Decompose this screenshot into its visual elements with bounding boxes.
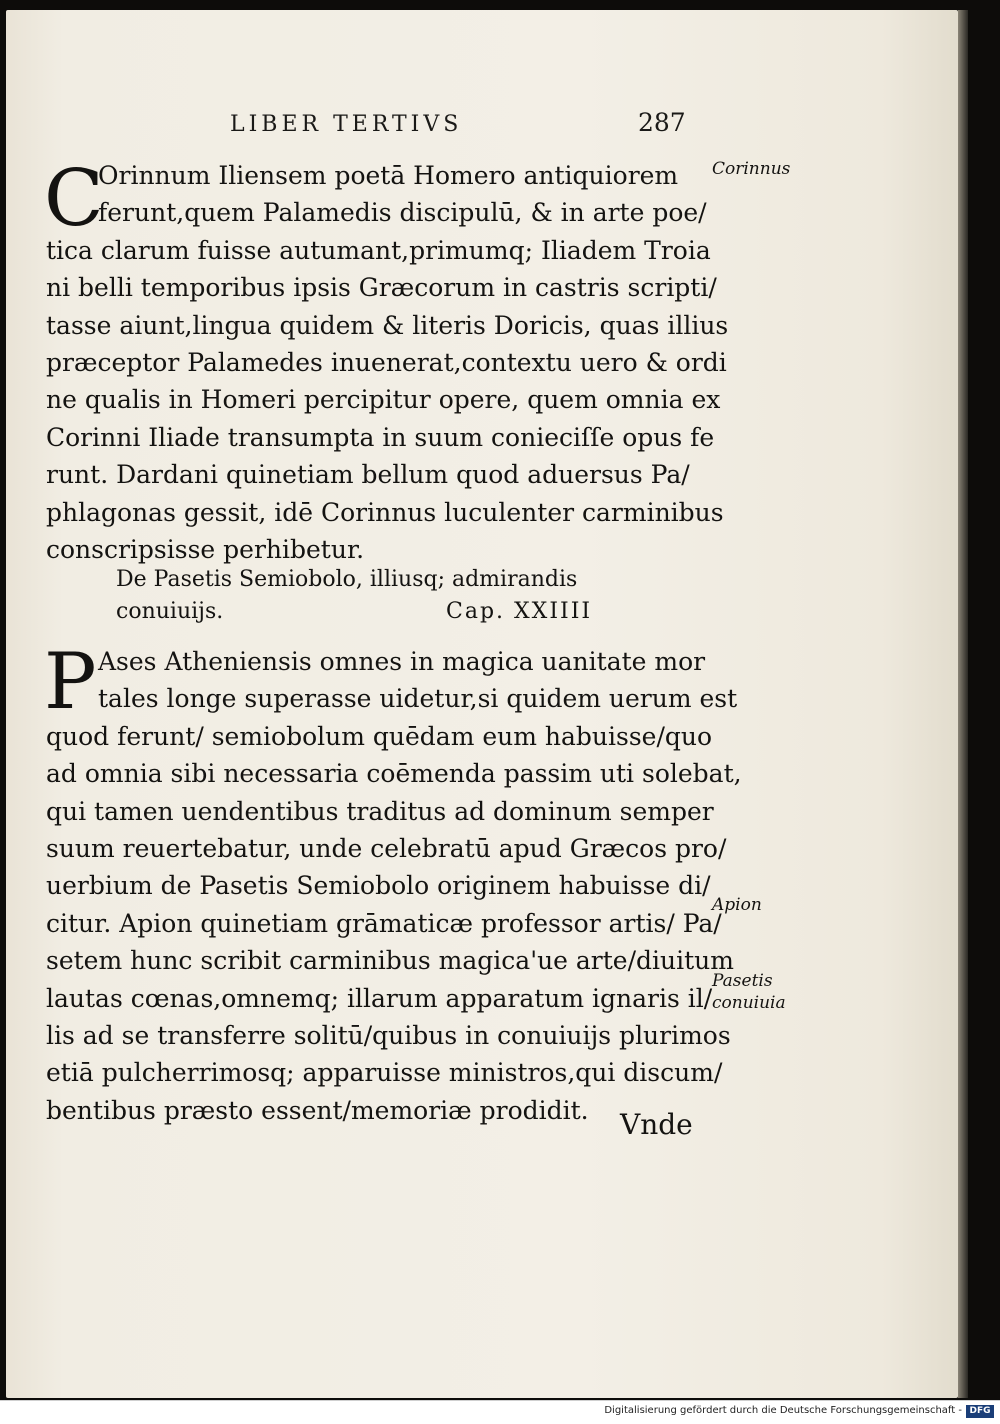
text-line: tica clarum fuisse autumant,primumq; Iliadem Troia bbox=[46, 235, 711, 265]
text-line: Orinnum Iliensem poetā Homero antiquiorem bbox=[98, 161, 679, 190]
dfg-logo: DFG bbox=[966, 1405, 994, 1418]
text-line: lis ad se transferre solitū/quibus in conuiuijs plurimos bbox=[46, 1020, 731, 1050]
marginal-note-pasetis bbox=[712, 970, 786, 1014]
text-line: tales longe superasse uidetur,si quidem uerum est bbox=[98, 684, 738, 714]
text-line: conscripsisse perhibetur. bbox=[46, 534, 365, 564]
text-line: Corinni Iliade transumpta in suum conieciſſe opus fe bbox=[46, 422, 715, 452]
text-line: præceptor Palamedes inuenerat,contextu uero & ordi bbox=[46, 347, 727, 377]
chapter-title-line2: conuiuijs. bbox=[116, 599, 224, 624]
text-line: suum reuertebatur, unde celebratū apud Græcos pro/ bbox=[46, 833, 727, 863]
text-line: runt. Dardani quinetiam bellum quod aduersus Pa/ bbox=[46, 460, 690, 490]
drop-cap-c: C bbox=[44, 154, 104, 244]
text-line: quod ferunt/ semiobolum quēdam eum habuisse/quo bbox=[46, 721, 713, 751]
viewer-footer bbox=[0, 1400, 1000, 1424]
marginal-note-apion: Apion bbox=[712, 895, 762, 915]
folio-number: 287 bbox=[638, 108, 686, 137]
paragraph-pasetis bbox=[44, 637, 742, 1129]
page-header bbox=[180, 108, 720, 148]
drop-cap-p: P bbox=[44, 637, 97, 727]
text-line: citur. Apion quinetiam grāmaticæ professor artis/ Pa/ bbox=[46, 908, 722, 938]
paragraph-corinnus bbox=[44, 154, 729, 568]
marginal-note-corinnus: Corinnus bbox=[712, 159, 791, 179]
text-line: ad omnia sibi necessaria coēmenda passim uti solebat, bbox=[46, 759, 742, 789]
text-line: ne qualis in Homeri percipitur opere, quem omnia ex bbox=[46, 385, 721, 415]
footer-credit: Digitalisierung gefördert durch die Deutsche Forschungsgemeinschaft - bbox=[604, 1405, 962, 1416]
page-edge-shadow bbox=[958, 10, 968, 1398]
chapter-heading bbox=[116, 564, 676, 628]
text-line: lautas cœnas,omnemq; illarum apparatum ignaris il/ bbox=[46, 983, 713, 1013]
marginal-note-line: Pasetis bbox=[712, 971, 773, 991]
text-line: ferunt,quem Palamedis discipulū, & in arte poe/ bbox=[98, 198, 707, 228]
text-line: Ases Atheniensis omnes in magica uanitate mor bbox=[98, 647, 706, 676]
text-line: etiā pulcherrimosq; apparuisse ministros,qui discum/ bbox=[46, 1058, 723, 1088]
text-line: phlagonas gessit, idē Corinnus luculenter carminibus bbox=[46, 497, 724, 527]
catchword: Vnde bbox=[620, 1108, 693, 1141]
chapter-title-line1: De Pasetis Semiobolo, illiusq; admirandis bbox=[116, 567, 578, 592]
text-line: bentibus præsto essent/memoriæ prodidit. bbox=[46, 1095, 589, 1125]
text-line: tasse aiunt,lingua quidem & literis Doricis, quas illius bbox=[46, 310, 729, 340]
text-line: setem hunc scribit carminibus magica'ue arte/diuitum bbox=[46, 946, 734, 976]
text-line: qui tamen uendentibus traditus ad dominum semper bbox=[46, 796, 714, 826]
running-head: LIBER TERTIVS bbox=[230, 112, 463, 137]
marginal-note-line: conuiuia bbox=[712, 993, 786, 1013]
text-line: uerbium de Pasetis Semiobolo originem habuisse di/ bbox=[46, 871, 711, 901]
text-line: ni belli temporibus ipsis Græcorum in castris scripti/ bbox=[46, 273, 717, 303]
chapter-number: Cap. XXIIII bbox=[446, 599, 593, 624]
